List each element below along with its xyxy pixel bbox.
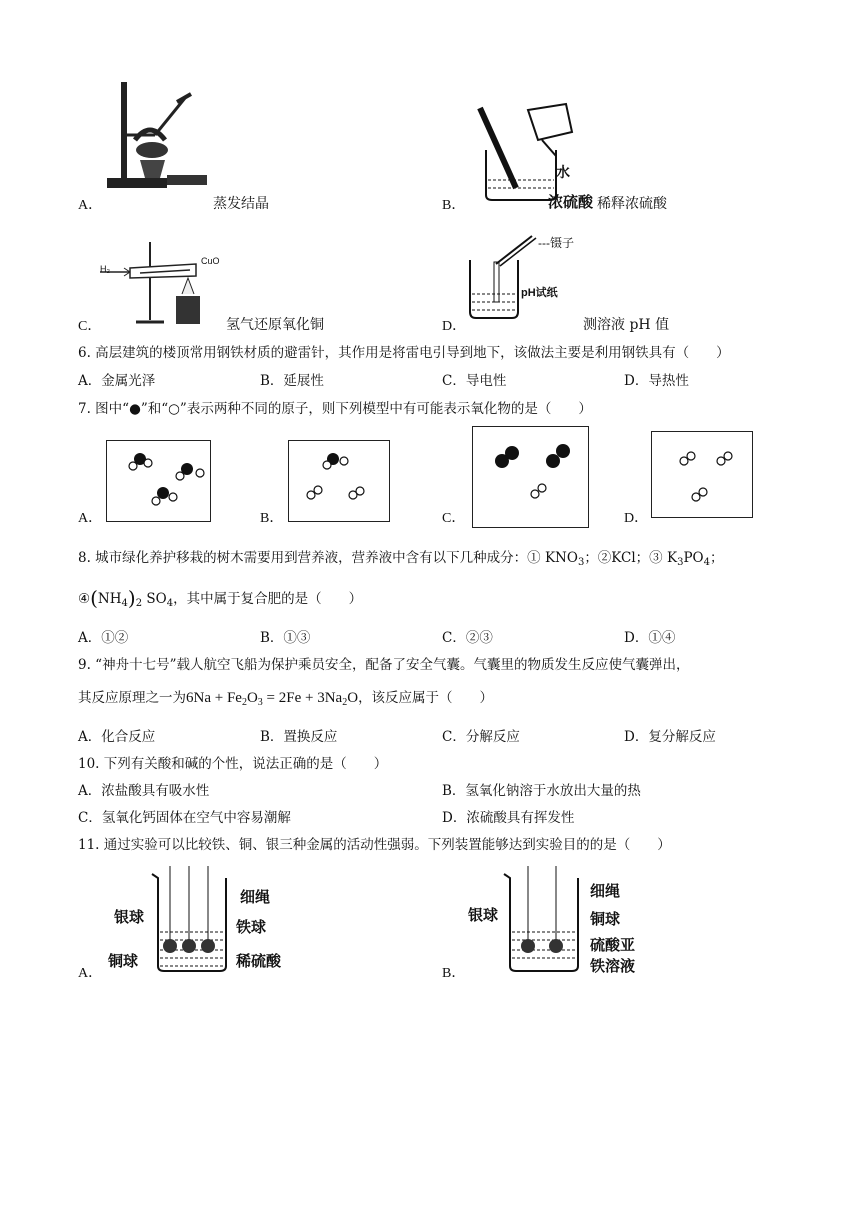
q8-stem-text-2: ；②KCl；③ K <box>584 550 678 566</box>
label-h2: H₂ <box>100 264 110 274</box>
q7-stem: 7. 图中“●”和“○”表示两种不同的原子，则下列模型中有可能表示氧化物的是（ ） <box>78 401 592 417</box>
label-ph-paper: pH试纸 <box>521 287 558 299</box>
q8-option-a[interactable]: A．①② <box>78 630 129 646</box>
q6-option-c[interactable]: C．导电性 <box>442 373 507 389</box>
dilute-acid-figure <box>472 100 592 205</box>
label-rope-b: 细绳 <box>590 883 621 900</box>
label-copper-ball-a: 铜球 <box>108 953 139 970</box>
q6-stem: 6. 高层建筑的楼顶常用钢铁材质的避雷针，其作用是将雷电引导到地下，该做法主要是利用钢铁具有（ ） <box>78 345 730 361</box>
label-tweezers: ---镊子 <box>538 236 574 250</box>
label-solution-b-line1: 硫酸亚 <box>590 937 636 954</box>
q11-option-b[interactable]: B． <box>442 966 466 981</box>
q9-option-b[interactable]: B．置换反应 <box>260 729 338 745</box>
q10-option-c[interactable]: C．氢氧化钙固体在空气中容易潮解 <box>78 810 291 826</box>
q5-option-a-caption: 蒸发结晶 <box>213 196 269 212</box>
q8-stem-text-3: PO <box>683 550 704 566</box>
q8-line2-text: ，其中属于复合肥的是（ ） <box>173 591 363 607</box>
q5-option-b-caption: 稀释浓硫酸 <box>597 196 667 212</box>
label-water: 水 <box>556 164 570 180</box>
label-copper-ball-b: 铜球 <box>590 911 621 928</box>
label-rope-a: 细绳 <box>240 889 271 906</box>
q5-option-a-letter: A． <box>78 198 103 213</box>
q7-option-a[interactable]: A． <box>78 511 103 526</box>
hydrogen-reduction-figure <box>100 238 230 330</box>
q9-line2-suffix: ，该反应属于（ ） <box>358 690 494 706</box>
q6-option-d[interactable]: D．导热性 <box>624 373 689 389</box>
label-solution-b-line2: 铁溶液 <box>590 958 636 975</box>
label-iron-ball-a: 铁球 <box>236 919 267 936</box>
q10-stem: 10. 下列有关酸和碱的个性，说法正确的是（ ） <box>78 756 388 772</box>
q9-option-c[interactable]: C．分解反应 <box>442 729 520 745</box>
q8-stem-text-4: ； <box>709 550 724 566</box>
q5-option-c-letter: C． <box>78 319 102 334</box>
molecule-model-b-atoms <box>288 440 390 522</box>
q9-option-d[interactable]: D．复分解反应 <box>624 729 716 745</box>
q8-line2-circled-4: ④ <box>78 591 91 607</box>
q9-equation: $6Na + Fe_2O_3 = 2Fe + 3Na_2O$ <box>186 690 359 708</box>
q7-option-c[interactable]: C． <box>442 511 466 526</box>
q9-option-a[interactable]: A．化合反应 <box>78 729 156 745</box>
q7-option-d[interactable]: D． <box>624 511 649 526</box>
molecule-model-d-atoms <box>651 431 753 519</box>
q10-option-d[interactable]: D．浓硫酸具有挥发性 <box>442 810 575 826</box>
metal-activity-apparatus-a <box>148 866 238 976</box>
q11-option-a[interactable]: A． <box>78 966 103 981</box>
q8-line2-so: SO <box>146 591 167 607</box>
label-cuo: CuO <box>201 256 220 266</box>
q5-option-b-letter: B． <box>442 198 466 213</box>
label-silver-ball-a: 银球 <box>114 909 145 926</box>
q6-option-a[interactable]: A．金属光泽 <box>78 373 156 389</box>
q9-line2-prefix: 其反应原理之一为 <box>78 690 186 706</box>
q5-option-c-caption: 氢气还原氧化铜 <box>226 317 324 333</box>
q8-stem-line1: 8. 城市绿化养护移栽的树木需要用到营养液，营养液中含有以下几种成分：① $KNO_3$；②KCl；③ $K_3PO_4$； <box>78 550 724 568</box>
q8-option-c[interactable]: C．②③ <box>442 630 493 646</box>
label-conc-acid: 浓硫酸 <box>548 194 594 211</box>
q8-stem-text-1: 8. 城市绿化养护移栽的树木需要用到营养液，营养液中含有以下几种成分：① KNO <box>78 550 578 566</box>
q10-option-b[interactable]: B．氢氧化钠溶于水放出大量的热 <box>442 783 641 799</box>
label-silver-ball-b: 银球 <box>468 907 499 924</box>
q10-option-a[interactable]: A．浓盐酸具有吸水性 <box>78 783 210 799</box>
label-dilute-acid-a: 稀硫酸 <box>236 953 282 970</box>
q8-option-b[interactable]: B．①③ <box>260 630 311 646</box>
q6-option-b[interactable]: B．延展性 <box>260 373 324 389</box>
q11-stem: 11. 通过实验可以比较铁、铜、银三种金属的活动性强弱。下列装置能够达到实验目的的是（ ） <box>78 837 671 853</box>
q8-option-d[interactable]: D．①④ <box>624 630 676 646</box>
molecule-model-c-atoms <box>472 426 590 528</box>
q9-stem: 9. “神舟十七号”载人航空飞船为保护乘员安全，配备了安全气囊。气囊里的物质发生反应使气囊弹出， <box>78 657 690 673</box>
q5-option-d-caption: 测溶液 pH 值 <box>583 317 670 333</box>
metal-activity-apparatus-b <box>500 866 590 976</box>
q5-option-d-letter: D． <box>442 319 467 334</box>
evaporation-apparatus-figure <box>105 80 215 195</box>
q9-stem-line2 <box>78 686 493 708</box>
q8-stem-line2: $④(NH_4)_2$ $SO_4$，其中属于复合肥的是（ ） <box>78 586 363 610</box>
q7-option-b[interactable]: B． <box>260 511 284 526</box>
molecule-model-a-atoms <box>106 440 210 522</box>
